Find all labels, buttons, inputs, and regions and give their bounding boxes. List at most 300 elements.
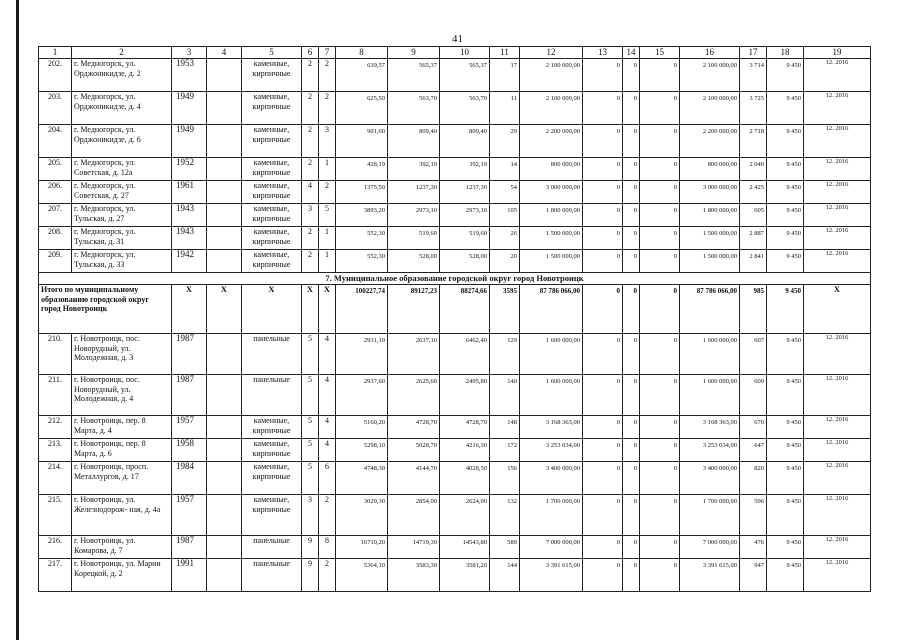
cell-c14: 0 (623, 495, 640, 536)
cell-mat: каменные, кирпичные (242, 92, 302, 125)
cell-year: 1958 (172, 439, 207, 462)
cell-c17: 820 (740, 462, 767, 495)
table-row (39, 495, 871, 536)
cell-c8: 428,19 (336, 158, 388, 181)
cell-year: 1949 (172, 92, 207, 125)
table-row (39, 181, 871, 204)
cell-c18: 9 450 (767, 204, 804, 227)
cell-c8: 16710,20 (336, 536, 388, 559)
cell-c10: 565,37 (440, 59, 490, 92)
cell-c17: 3 714 (740, 59, 767, 92)
cell-addr: г. Новотроицк, пер. 8 Марта, д. 4 (72, 416, 172, 439)
cell-addr: г. Новотроицк, пос. Новорудный, ул. Молодежная, д. 3 (72, 334, 172, 375)
cell-n: 204. (39, 125, 72, 158)
cell-c10: 14543,80 (440, 536, 490, 559)
cell-mat: каменные, кирпичные (242, 495, 302, 536)
cell-c10: 519,60 (440, 227, 490, 250)
cell-c10: 528,00 (440, 250, 490, 273)
cell-addr: г. Новотроицк, пер. 8 Марта, д. 6 (72, 439, 172, 462)
cell-c13: 0 (583, 495, 623, 536)
cell-c12: 2 100 000,00 (520, 59, 583, 92)
cell-c15: 0 (640, 125, 680, 158)
cell-c18: 9 450 (767, 125, 804, 158)
cell-c12: 1 500 000,00 (520, 250, 583, 273)
cell-c8: 625,50 (336, 92, 388, 125)
total-c7: X (319, 285, 336, 334)
cell-c15: 0 (640, 416, 680, 439)
cell-c14: 0 (623, 559, 640, 592)
table-row (39, 559, 871, 592)
cell-empty (207, 536, 242, 559)
cell-c12: 1 500 000,00 (520, 227, 583, 250)
cell-c9: 5028,70 (388, 439, 440, 462)
cell-c10: 809,40 (440, 125, 490, 158)
cell-c18: 9 450 (767, 495, 804, 536)
cell-c17: 3 725 (740, 92, 767, 125)
cell-c9: 809,40 (388, 125, 440, 158)
housing-table (38, 46, 871, 592)
cell-c16: 3 168 363,00 (680, 416, 740, 439)
cell-c16: 3 000 000,00 (680, 181, 740, 204)
cell-n: 207. (39, 204, 72, 227)
cell-c12: 3 400 000,00 (520, 462, 583, 495)
cell-n: 205. (39, 158, 72, 181)
header-cell: 14 (623, 47, 640, 59)
cell-c11: 140 (490, 375, 520, 416)
cell-c8: 639,57 (336, 59, 388, 92)
cell-year: 1942 (172, 250, 207, 273)
table-row (39, 416, 871, 439)
cell-addr: г. Медногорск, ул. Тульская, д. 33 (72, 250, 172, 273)
cell-c18: 9 450 (767, 59, 804, 92)
cell-c16: 1 500 000,00 (680, 250, 740, 273)
cell-c7: 1 (319, 158, 336, 181)
cell-empty (207, 462, 242, 495)
cell-c13: 0 (583, 204, 623, 227)
cell-addr: г. Медногорск, ул. Тульская, д. 31 (72, 227, 172, 250)
cell-n: 209. (39, 250, 72, 273)
cell-c7: 2 (319, 59, 336, 92)
header-cell: 6 (302, 47, 319, 59)
cell-c11: 132 (490, 495, 520, 536)
cell-empty (207, 59, 242, 92)
total-c3: X (172, 285, 207, 334)
section-row (39, 273, 871, 285)
cell-n: 203. (39, 92, 72, 125)
cell-c18: 9 450 (767, 416, 804, 439)
page-number: 41 (452, 33, 463, 45)
header-cell: 9 (388, 47, 440, 59)
table-row (39, 536, 871, 559)
cell-mat: каменные, кирпичные (242, 462, 302, 495)
cell-n: 217. (39, 559, 72, 592)
total-c8: 100227,74 (336, 285, 388, 334)
cell-c8: 3893,20 (336, 204, 388, 227)
cell-c8: 1375,50 (336, 181, 388, 204)
cell-year: 1953 (172, 59, 207, 92)
cell-c8: 5298,10 (336, 439, 388, 462)
cell-c15: 0 (640, 536, 680, 559)
cell-c6: 9 (302, 559, 319, 592)
cell-c9: 4728,70 (388, 416, 440, 439)
cell-empty (207, 181, 242, 204)
cell-addr: г. Новотроицк, ул. Железнодорож- ная, д. 4а (72, 495, 172, 536)
total-c13: 0 (583, 285, 623, 334)
cell-c19: 12. 2016 (804, 227, 871, 250)
cell-c15: 0 (640, 495, 680, 536)
cell-c12: 7 000 000,00 (520, 536, 583, 559)
header-cell: 11 (490, 47, 520, 59)
cell-c12: 3 391 615,00 (520, 559, 583, 592)
cell-c19: 12. 2016 (804, 536, 871, 559)
cell-c9: 519,60 (388, 227, 440, 250)
cell-c14: 0 (623, 59, 640, 92)
cell-addr: г. Новотроицк, ул. Комарова, д. 7 (72, 536, 172, 559)
cell-c7: 5 (319, 204, 336, 227)
cell-addr: г. Медногорск, ул. Орджоникидзе, д. 4 (72, 92, 172, 125)
cell-c14: 0 (623, 92, 640, 125)
cell-c15: 0 (640, 158, 680, 181)
cell-c19: 12. 2016 (804, 416, 871, 439)
header-cell: 4 (207, 47, 242, 59)
cell-c16: 2 200 000,00 (680, 125, 740, 158)
cell-mat: каменные, кирпичные (242, 181, 302, 204)
cell-c13: 0 (583, 250, 623, 273)
cell-empty (207, 375, 242, 416)
cell-c7: 2 (319, 559, 336, 592)
cell-c8: 5160,20 (336, 416, 388, 439)
cell-c18: 9 450 (767, 559, 804, 592)
cell-year: 1957 (172, 495, 207, 536)
cell-c10: 392,19 (440, 158, 490, 181)
cell-year: 1987 (172, 334, 207, 375)
cell-addr: г. Новотроицк, ул. Марии Корецкой, д. 2 (72, 559, 172, 592)
cell-c15: 0 (640, 204, 680, 227)
cell-c7: 3 (319, 125, 336, 158)
cell-c18: 9 450 (767, 375, 804, 416)
table-row (39, 462, 871, 495)
cell-c13: 0 (583, 227, 623, 250)
cell-addr: г. Медногорск, ул. Орджоникидзе, д. 6 (72, 125, 172, 158)
left-margin-bar (16, 0, 19, 640)
cell-year: 1987 (172, 536, 207, 559)
cell-c6: 3 (302, 204, 319, 227)
cell-c11: 589 (490, 536, 520, 559)
cell-c16: 1 600 000,00 (680, 375, 740, 416)
header-cell: 2 (72, 47, 172, 59)
cell-c10: 563,70 (440, 92, 490, 125)
cell-year: 1987 (172, 375, 207, 416)
cell-c19: 12. 2016 (804, 204, 871, 227)
cell-c16: 7 000 000,00 (680, 536, 740, 559)
cell-c17: 947 (740, 559, 767, 592)
cell-c14: 0 (623, 227, 640, 250)
cell-c17: 607 (740, 334, 767, 375)
cell-addr: г. Медногорск, ул. Тульская, д. 27 (72, 204, 172, 227)
cell-c6: 5 (302, 416, 319, 439)
cell-c10: 4028,50 (440, 462, 490, 495)
cell-c6: 4 (302, 181, 319, 204)
cell-c19: 12. 2016 (804, 375, 871, 416)
table-row (39, 125, 871, 158)
cell-c9: 2973,10 (388, 204, 440, 227)
cell-c18: 9 450 (767, 181, 804, 204)
cell-c17: 670 (740, 416, 767, 439)
cell-c15: 0 (640, 181, 680, 204)
total-c6: X (302, 285, 319, 334)
cell-year: 1957 (172, 416, 207, 439)
cell-c13: 0 (583, 181, 623, 204)
cell-c11: 20 (490, 250, 520, 273)
cell-c19: 12. 2016 (804, 559, 871, 592)
cell-n: 212. (39, 416, 72, 439)
cell-c15: 0 (640, 59, 680, 92)
cell-c9: 14719,30 (388, 536, 440, 559)
cell-c19: 12. 2016 (804, 125, 871, 158)
cell-c7: 4 (319, 375, 336, 416)
cell-c8: 901,60 (336, 125, 388, 158)
cell-empty (207, 227, 242, 250)
cell-c14: 0 (623, 462, 640, 495)
cell-addr: г. Медногорск, ул. Орджоникидзе, д. 2 (72, 59, 172, 92)
cell-c10: 1237,30 (440, 181, 490, 204)
cell-c10: 4216,30 (440, 439, 490, 462)
cell-n: 215. (39, 495, 72, 536)
cell-c17: 596 (740, 495, 767, 536)
header-cell: 19 (804, 47, 871, 59)
cell-c14: 0 (623, 375, 640, 416)
cell-c15: 0 (640, 334, 680, 375)
cell-c6: 2 (302, 250, 319, 273)
cell-empty (207, 250, 242, 273)
table-row (39, 334, 871, 375)
header-cell: 3 (172, 47, 207, 59)
total-c14: 0 (623, 285, 640, 334)
cell-c9: 528,00 (388, 250, 440, 273)
cell-mat: панельные (242, 559, 302, 592)
cell-c14: 0 (623, 181, 640, 204)
cell-c12: 2 200 000,00 (520, 125, 583, 158)
cell-c10: 2624,00 (440, 495, 490, 536)
header-cell: 17 (740, 47, 767, 59)
cell-mat: каменные, кирпичные (242, 158, 302, 181)
cell-year: 1949 (172, 125, 207, 158)
section-title: 7. Муниципальное образование городской округ город Новотроицк (39, 273, 871, 285)
cell-year: 1943 (172, 227, 207, 250)
cell-empty (207, 495, 242, 536)
cell-empty (207, 439, 242, 462)
cell-c6: 2 (302, 59, 319, 92)
cell-mat: панельные (242, 375, 302, 416)
cell-mat: каменные, кирпичные (242, 59, 302, 92)
cell-c7: 2 (319, 181, 336, 204)
table-row (39, 92, 871, 125)
cell-c7: 8 (319, 536, 336, 559)
cell-c13: 0 (583, 416, 623, 439)
cell-c16: 2 100 000,00 (680, 59, 740, 92)
cell-c12: 1 600 000,00 (520, 375, 583, 416)
cell-c18: 9 450 (767, 92, 804, 125)
cell-c19: 12. 2016 (804, 334, 871, 375)
cell-c17: 2 040 (740, 158, 767, 181)
cell-c14: 0 (623, 536, 640, 559)
cell-c15: 0 (640, 92, 680, 125)
cell-c12: 1 700 000,00 (520, 495, 583, 536)
cell-c10: 2973,10 (440, 204, 490, 227)
cell-c6: 2 (302, 158, 319, 181)
cell-c16: 1 500 000,00 (680, 227, 740, 250)
cell-c14: 0 (623, 439, 640, 462)
cell-c11: 14 (490, 158, 520, 181)
cell-c11: 148 (490, 416, 520, 439)
cell-empty (207, 334, 242, 375)
cell-c9: 2637,10 (388, 334, 440, 375)
cell-c19: 12. 2016 (804, 181, 871, 204)
cell-c14: 0 (623, 204, 640, 227)
total-c15: 0 (640, 285, 680, 334)
cell-c16: 1 600 000,00 (680, 334, 740, 375)
cell-c11: 156 (490, 462, 520, 495)
cell-empty (207, 559, 242, 592)
table-row (39, 439, 871, 462)
cell-c6: 5 (302, 439, 319, 462)
cell-c11: 105 (490, 204, 520, 227)
cell-c8: 552,30 (336, 227, 388, 250)
cell-c11: 129 (490, 334, 520, 375)
cell-c7: 2 (319, 92, 336, 125)
cell-c15: 0 (640, 439, 680, 462)
table-row (39, 158, 871, 181)
header-cell: 16 (680, 47, 740, 59)
header-cell: 12 (520, 47, 583, 59)
cell-c12: 1 600 000,00 (520, 334, 583, 375)
cell-c7: 4 (319, 334, 336, 375)
cell-c9: 2854,00 (388, 495, 440, 536)
header-cell: 13 (583, 47, 623, 59)
header-cell: 10 (440, 47, 490, 59)
total-c10: 88274,66 (440, 285, 490, 334)
cell-c6: 3 (302, 495, 319, 536)
cell-c9: 563,70 (388, 92, 440, 125)
cell-c13: 0 (583, 536, 623, 559)
table-row (39, 227, 871, 250)
cell-c15: 0 (640, 462, 680, 495)
cell-c8: 3029,30 (336, 495, 388, 536)
cell-c11: 17 (490, 59, 520, 92)
cell-c9: 2625,60 (388, 375, 440, 416)
cell-n: 202. (39, 59, 72, 92)
cell-c11: 144 (490, 559, 520, 592)
cell-c12: 1 800 000,00 (520, 204, 583, 227)
cell-c11: 29 (490, 125, 520, 158)
cell-c6: 2 (302, 125, 319, 158)
cell-n: 213. (39, 439, 72, 462)
cell-c11: 54 (490, 181, 520, 204)
header-cell: 8 (336, 47, 388, 59)
cell-addr: г. Медногорск, ул. Советская, д. 12а (72, 158, 172, 181)
cell-c13: 0 (583, 375, 623, 416)
cell-c7: 4 (319, 439, 336, 462)
cell-c16: 1 700 000,00 (680, 495, 740, 536)
cell-c16: 1 800 000,00 (680, 204, 740, 227)
cell-c12: 2 100 000,00 (520, 92, 583, 125)
header-cell: 18 (767, 47, 804, 59)
total-c18: 9 450 (767, 285, 804, 334)
cell-c6: 5 (302, 334, 319, 375)
cell-c18: 9 450 (767, 439, 804, 462)
cell-c18: 9 450 (767, 158, 804, 181)
cell-year: 1943 (172, 204, 207, 227)
cell-c10: 3581,20 (440, 559, 490, 592)
cell-c7: 1 (319, 250, 336, 273)
cell-c13: 0 (583, 59, 623, 92)
cell-c16: 3 400 000,00 (680, 462, 740, 495)
cell-n: 206. (39, 181, 72, 204)
cell-c13: 0 (583, 158, 623, 181)
header-cell: 1 (39, 47, 72, 59)
cell-c17: 2 425 (740, 181, 767, 204)
table-row (39, 204, 871, 227)
cell-c19: 12. 2016 (804, 462, 871, 495)
cell-c18: 9 450 (767, 536, 804, 559)
total-c11: 3595 (490, 285, 520, 334)
cell-c18: 9 450 (767, 250, 804, 273)
cell-c15: 0 (640, 250, 680, 273)
cell-c15: 0 (640, 375, 680, 416)
header-cell: 15 (640, 47, 680, 59)
cell-c18: 9 450 (767, 227, 804, 250)
cell-c8: 4748,30 (336, 462, 388, 495)
cell-c10: 4728,70 (440, 416, 490, 439)
cell-c17: 2 887 (740, 227, 767, 250)
total-c16: 87 786 066,00 (680, 285, 740, 334)
cell-mat: каменные, кирпичные (242, 416, 302, 439)
cell-empty (207, 204, 242, 227)
cell-c10: 6462,40 (440, 334, 490, 375)
cell-c7: 2 (319, 495, 336, 536)
cell-c17: 609 (740, 375, 767, 416)
cell-c14: 0 (623, 416, 640, 439)
cell-c19: 12. 2016 (804, 92, 871, 125)
header-cell: 7 (319, 47, 336, 59)
cell-c9: 565,37 (388, 59, 440, 92)
cell-mat: каменные, кирпичные (242, 227, 302, 250)
cell-c13: 0 (583, 439, 623, 462)
cell-c8: 552,30 (336, 250, 388, 273)
cell-c17: 476 (740, 536, 767, 559)
cell-addr: г. Новотроицк, пос. Новорудный, ул. Молодежная, д. 4 (72, 375, 172, 416)
cell-c14: 0 (623, 158, 640, 181)
cell-mat: панельные (242, 536, 302, 559)
cell-c12: 3 253 034,00 (520, 439, 583, 462)
cell-c13: 0 (583, 125, 623, 158)
cell-empty (207, 416, 242, 439)
cell-c11: 11 (490, 92, 520, 125)
cell-c13: 0 (583, 92, 623, 125)
cell-c10: 2495,80 (440, 375, 490, 416)
cell-c12: 800 000,00 (520, 158, 583, 181)
cell-c16: 800 000,00 (680, 158, 740, 181)
cell-c19: 12. 2016 (804, 250, 871, 273)
cell-empty (207, 92, 242, 125)
cell-c19: 12. 2016 (804, 59, 871, 92)
cell-c8: 2937,60 (336, 375, 388, 416)
cell-year: 1991 (172, 559, 207, 592)
table-row (39, 375, 871, 416)
cell-c17: 2 718 (740, 125, 767, 158)
cell-c7: 1 (319, 227, 336, 250)
cell-mat: панельные (242, 334, 302, 375)
